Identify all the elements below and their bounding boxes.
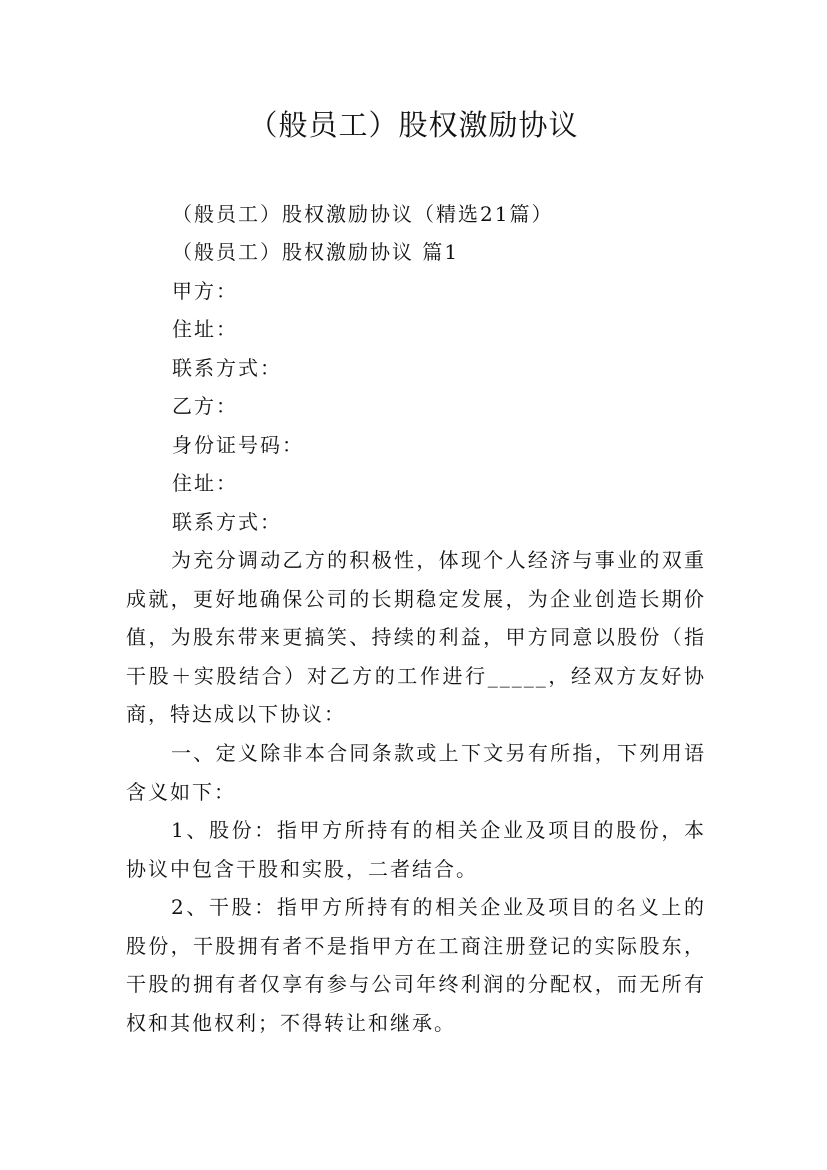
party-b-contact: 联系方式： [172, 510, 282, 534]
paragraph-definitions: 一、定义除非本合同条款或上下文另有所指，下列用语含义如下： [126, 741, 706, 804]
party-b-address: 住址： [172, 471, 238, 495]
party-a-contact: 联系方式： [172, 356, 282, 380]
document-subtitle: （般员工）股权激励协议（精选21篇） [172, 202, 554, 226]
party-a-label: 甲方： [172, 279, 238, 303]
party-b-id: 身份证号码： [172, 433, 304, 457]
document-title: （般员工）股权激励协议 [248, 108, 579, 142]
party-a-address: 住址： [172, 317, 238, 341]
paragraph-shares: 1、股份：指甲方所持有的相关企业及项目的股份，本协议中包含干股和实股，二者结合。 [126, 818, 706, 881]
party-b-label: 乙方： [172, 394, 238, 418]
article-heading: （般员工）股权激励协议 篇1 [172, 240, 460, 264]
paragraph-dry-shares: 2、干股：指甲方所持有的相关企业及项目的名义上的股份，干股拥有者不是指甲方在工商注册登记的实际股东，干股的拥有者仅享有参与公司年终利润的分配权，而无所有权和其他权利；不得转让和继承。 [126, 895, 706, 1035]
paragraph-purpose: 为充分调动乙方的积极性，体现个人经济与事业的双重成就，更好地确保公司的长期稳定发展，为企业创造长期价值，为股东带来更搞笑、持续的利益，甲方同意以股份（指干股＋实股结合）对乙方的工作进行_____，经双方友好协商，特达成以下协议： [126, 548, 706, 726]
